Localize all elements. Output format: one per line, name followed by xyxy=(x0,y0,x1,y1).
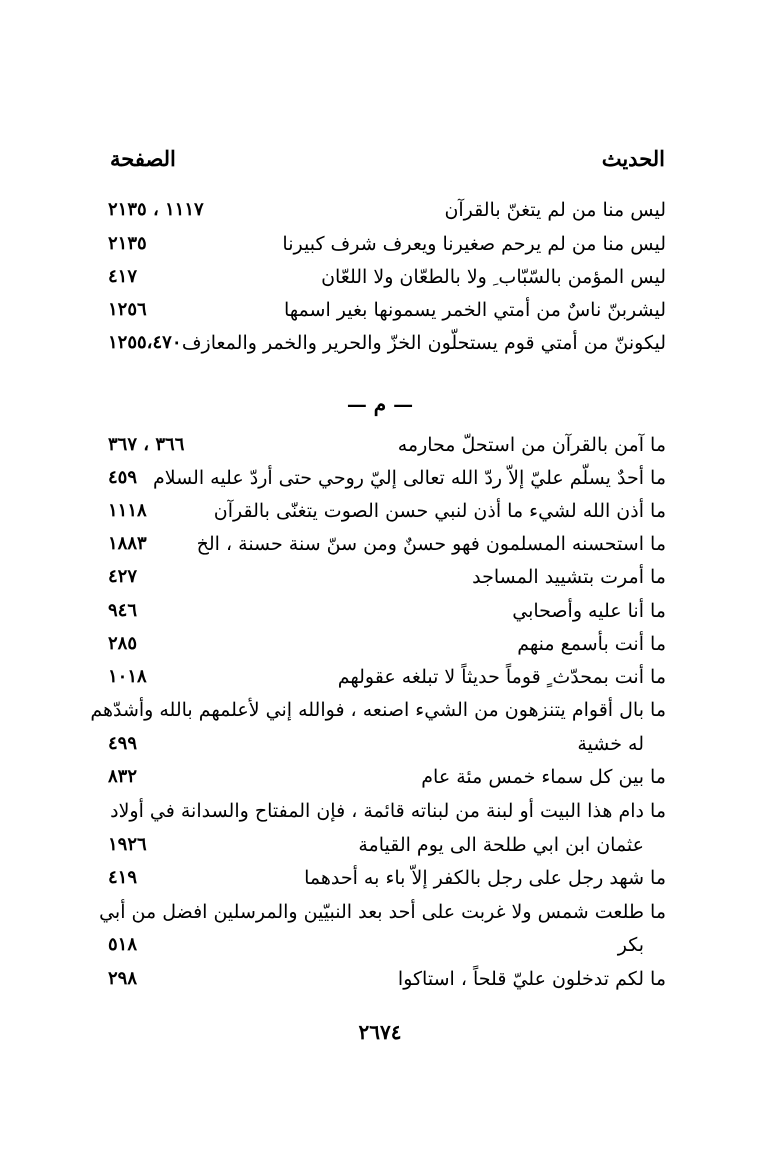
index-entry xyxy=(108,461,666,495)
section-letter-heading: — م — xyxy=(346,392,414,416)
page-reference: ١٢٥٦ xyxy=(108,299,147,320)
hadith-text: ليس منا من لم يرحم صغيرنا ويعرف شرف كبيرنا xyxy=(282,233,666,255)
hadith-text: ما بال أقوام يتنزهون من الشيء اصنعه ، فوالله إني لأعلمهم بالله وأشدّهم xyxy=(90,699,666,721)
hadith-text: ما أمرت بتشييد المساجد xyxy=(472,566,666,588)
hadith-text: ما أنا عليه وأصحابي xyxy=(512,600,666,622)
index-entry xyxy=(108,494,666,528)
index-entry xyxy=(99,895,666,929)
index-entry xyxy=(108,560,666,594)
hadith-text: ما أنت بمحدّث ٍ قوماً حديثاً لا تبلغه عقولهم xyxy=(337,666,666,688)
index-entry-continuation xyxy=(108,727,666,761)
index-entry xyxy=(108,260,666,294)
page-reference: ٨٣٢ xyxy=(108,766,138,787)
hadith-text: ما بين كل سماء خمس مئة عام xyxy=(421,766,666,788)
page-reference: ١٢٥٥،٤٧٠ xyxy=(108,332,182,353)
index-entry xyxy=(108,794,666,828)
page-reference: ١١١٧ ، ٢١٣٥ xyxy=(108,199,204,220)
index-entry xyxy=(108,293,666,327)
index-entry xyxy=(108,326,666,360)
hadith-text: له خشية xyxy=(577,733,644,755)
hadith-text: ما آمن بالقرآن من استحلّ محارمه xyxy=(397,434,666,456)
page-column-title: الصفحة xyxy=(110,146,176,171)
page-number: ٢٦٧٤ xyxy=(358,1020,402,1044)
index-entry xyxy=(108,227,666,261)
hadith-text: ما أحدٌ يسلّم عليّ إلاّ ردّ الله تعالى إليّ روحي حتى أردّ عليه السلام xyxy=(152,467,666,489)
index-entry xyxy=(108,428,666,462)
hadith-text: عثمان ابن ابي طلحة الى يوم القيامة xyxy=(358,834,644,856)
hadith-text: ما لكم تدخلون عليّ قلحاً ، استاكوا xyxy=(397,968,666,990)
page-reference: ١٠١٨ xyxy=(108,666,147,687)
page-reference: ١٨٨٣ xyxy=(108,533,147,554)
index-entry xyxy=(108,627,666,661)
index-entry-continuation xyxy=(108,828,666,862)
index-entry xyxy=(108,962,666,996)
index-entry xyxy=(108,861,666,895)
hadith-column-title: الحديث xyxy=(601,146,665,171)
hadith-text: ليشربنّ ناسٌ من أمتي الخمر يسمونها بغير اسمها xyxy=(284,299,666,321)
page-reference: ٤٥٩ xyxy=(108,467,138,488)
page-reference: ٤١٩ xyxy=(108,867,138,888)
index-entry xyxy=(108,660,666,694)
page-reference: ٢٩٨ xyxy=(108,968,138,989)
hadith-text: ما أذن الله لشيء ما أذن لنبي حسن الصوت يتغنّى بالقرآن xyxy=(213,500,666,522)
index-entry xyxy=(90,693,666,727)
hadith-text: ما استحسنه المسلمون فهو حسنٌ ومن سنّ سنة حسنة ، الخ xyxy=(196,533,666,555)
index-entry xyxy=(108,527,666,561)
hadith-text: ما شهد رجل على رجل بالكفر إلاّ باء به أحدهما xyxy=(304,867,666,889)
hadith-text: بكر xyxy=(617,934,644,956)
page-reference: ٣٦٦ ، ٣٦٧ xyxy=(108,434,185,455)
hadith-text: ما أنت بأسمع منهم xyxy=(517,633,666,655)
hadith-text: ليس منا من لم يتغنّ بالقرآن xyxy=(444,199,666,221)
page-reference: ٤٢٧ xyxy=(108,566,138,587)
index-entry xyxy=(108,193,666,227)
hadith-text: ما دام هذا البيت أو لبنة من لبناته قائمة ، فإن المفتاح والسدانة في أولاد xyxy=(110,800,666,822)
page-reference: ٢٨٥ xyxy=(108,633,138,654)
index-entry xyxy=(108,594,666,628)
hadith-text: ليس المؤمن بالسّبّاب ِ ولا بالطعّان ولا اللعّان xyxy=(321,266,666,288)
page-reference: ٥١٨ xyxy=(108,934,138,955)
page-reference: ٩٤٦ xyxy=(108,600,138,621)
hadith-text: ما طلعت شمس ولا غربت على أحد بعد النبيّين والمرسلين افضل من أبي xyxy=(99,901,666,923)
hadith-text: ليكوننّ من أمتي قوم يستحلّون الخزّ والحرير والخمر والمعازف xyxy=(181,332,666,354)
index-entry xyxy=(108,760,666,794)
column-header xyxy=(110,146,665,178)
page-reference: ١٩٢٦ xyxy=(108,834,147,855)
page-reference: ٤٩٩ xyxy=(108,733,138,754)
page-reference: ٢١٣٥ xyxy=(108,233,147,254)
index-entry-continuation xyxy=(108,928,666,962)
page-reference: ١١١٨ xyxy=(108,500,147,521)
page-reference: ٤١٧ xyxy=(108,266,138,287)
